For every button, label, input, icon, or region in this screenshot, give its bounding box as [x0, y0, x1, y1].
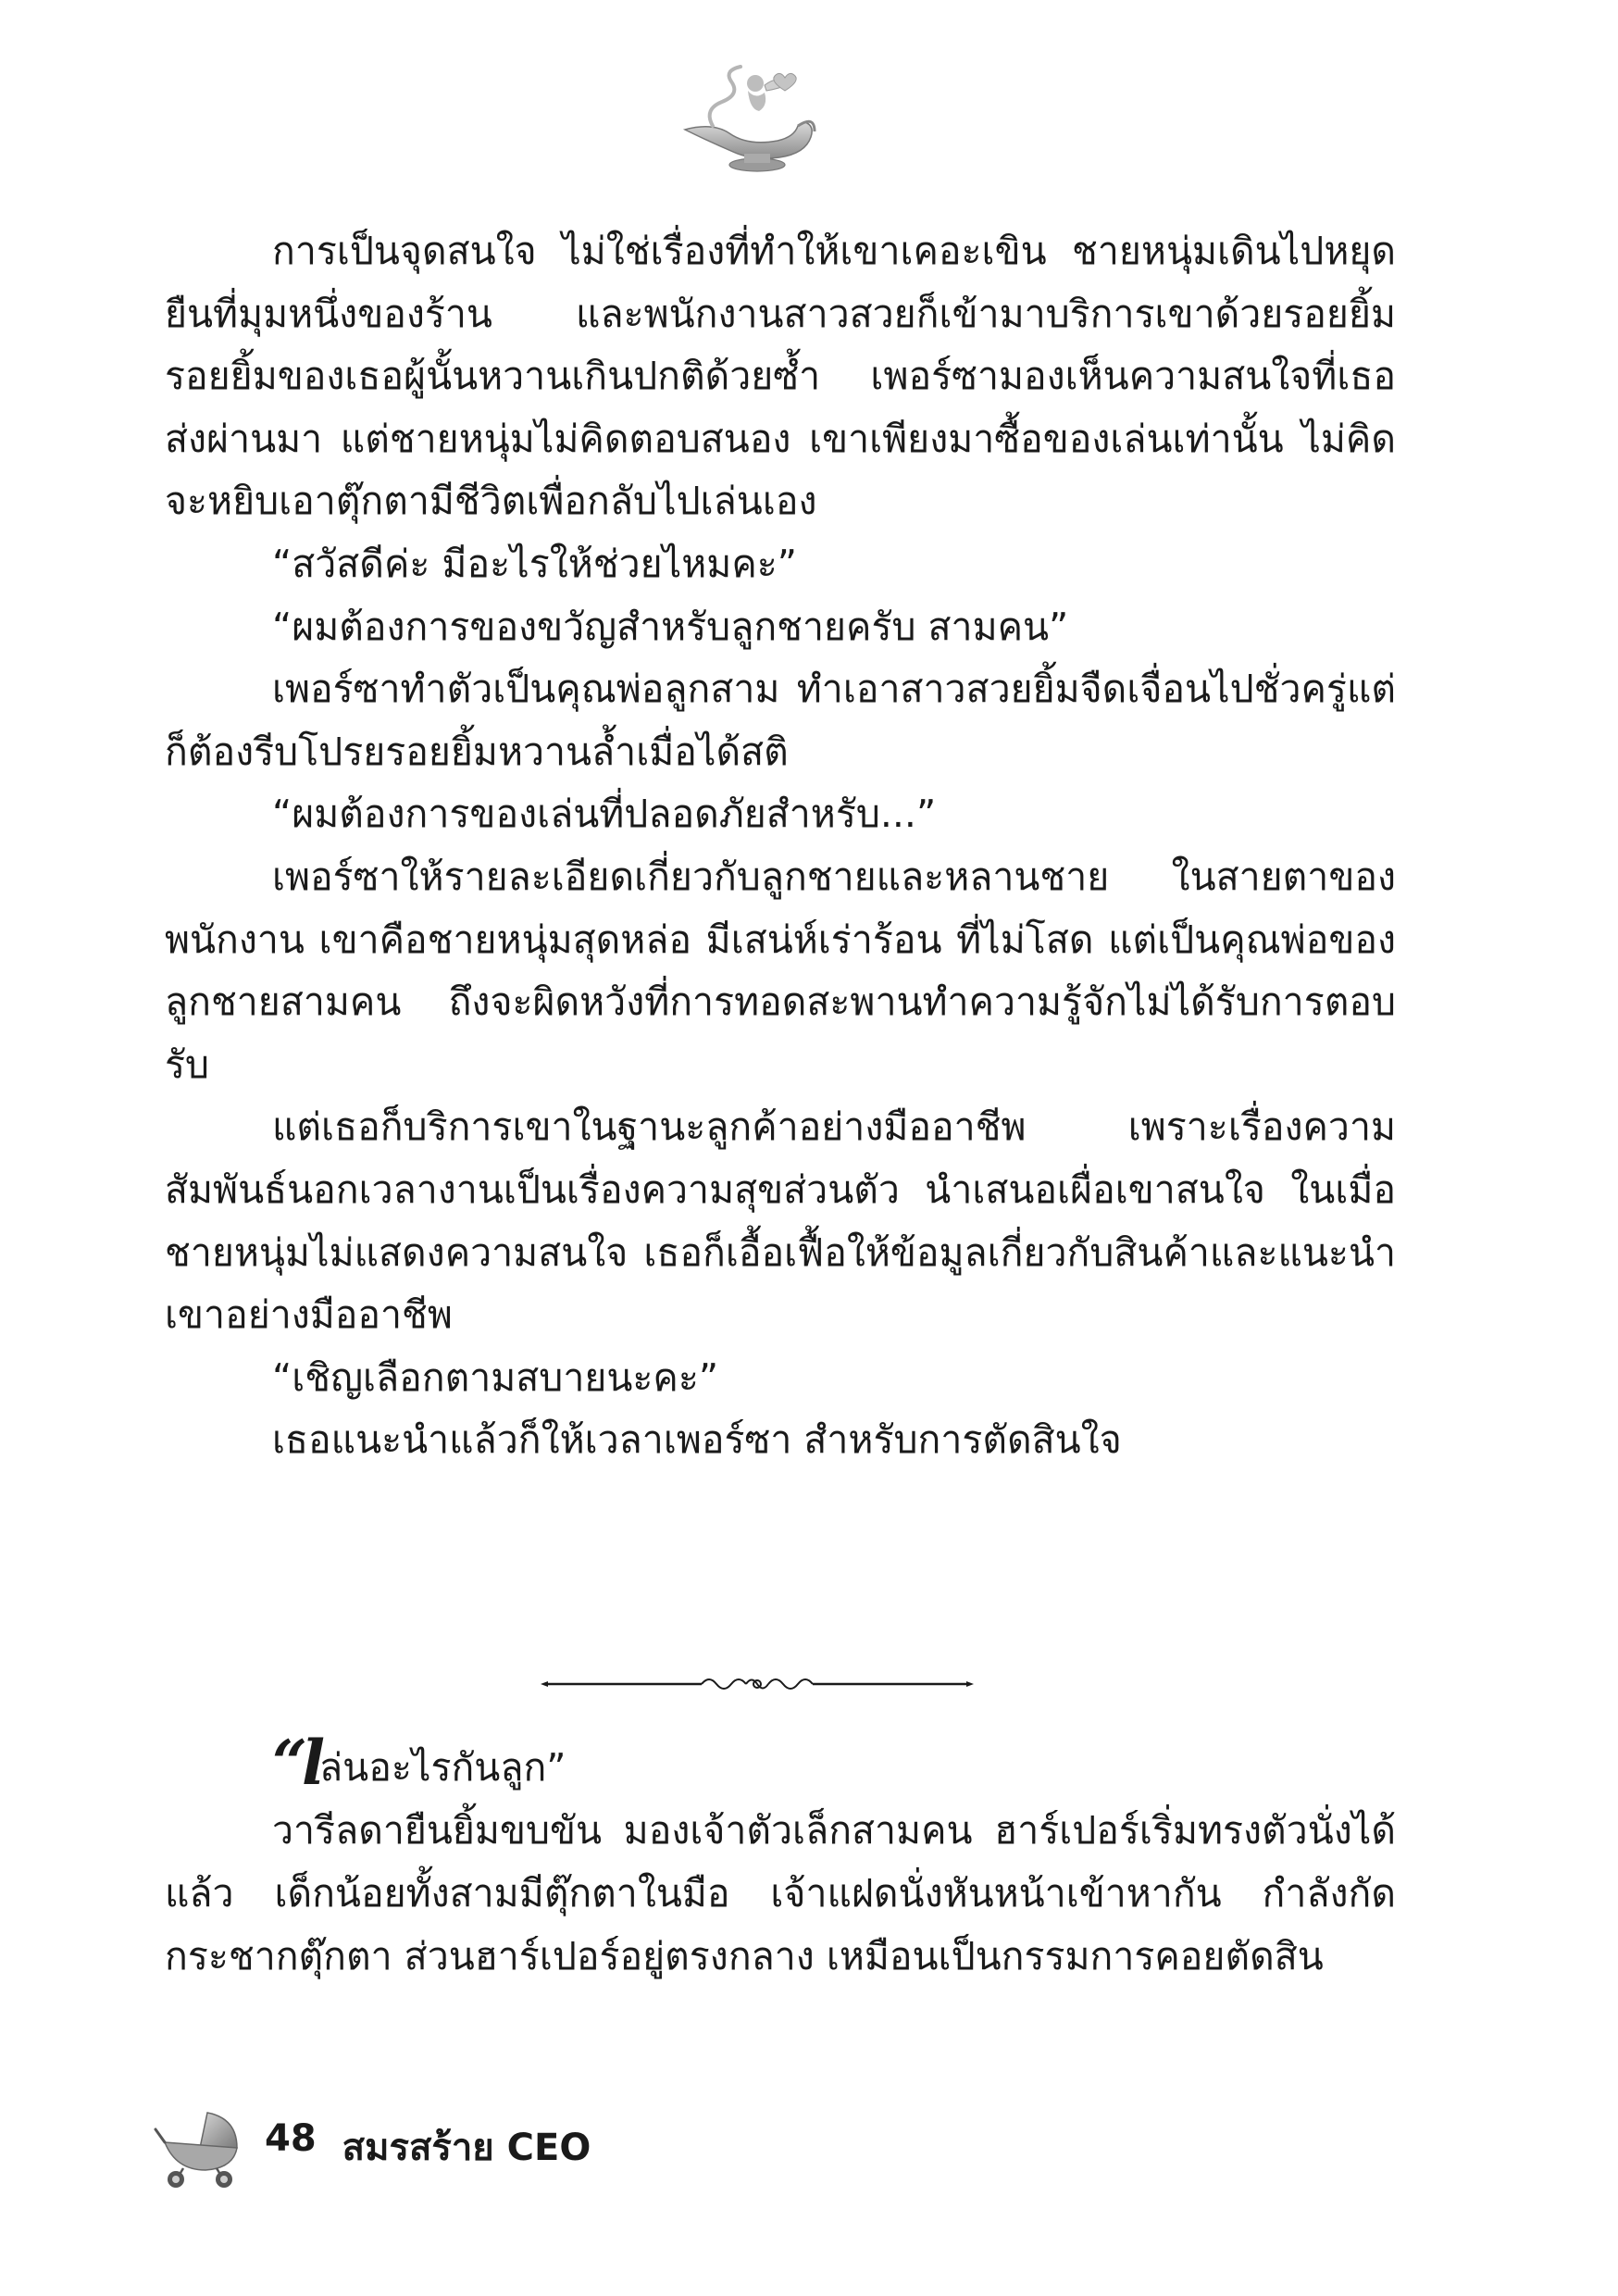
dialogue-invite: “เชิญเลือกตามสบายนะคะ”: [272, 1354, 719, 1400]
paragraph-1: การเป็นจุดสนใจ ไม่ใช่เรื่องที่ทำให้เขาเคอะเขิน ชายหนุ่มเดินไปหยุดยืนที่มุมหนึ่งของร้าน และพนักงานสาวสวยก็เข้ามาบริการเขาด้วยรอยยิ้ม รอยยิ้มของเธอผู้นั้นหวานเกินปกติด้วยซ้ำ เพอร์ซามองเห็นความสนใจที่เธอส่งผ่านมา แต่ชายหนุ่มไม่คิดตอบสนอง เขาเพียงมาซื้อของเล่นเท่านั้น ไม่คิดจะหยิบเอาตุ๊กตามีชีวิตเพื่อกลับไปเล่นเอง: [165, 229, 1396, 524]
paragraph-2: เพอร์ซาทำตัวเป็นคุณพ่อลูกสาม ทำเอาสาวสวยยิ้มจืดเจื่อนไปชั่วครู่แต่ก็ต้องรีบโปรยรอยยิ้มหวานล้ำเมื่อได้สติ: [165, 667, 1396, 774]
paragraph-3: เพอร์ซาให้รายละเอียดเกี่ยวกับลูกชายและหลานชาย ในสายตาของพนักงาน เขาคือชายหนุ่มสุดหล่อ มีเสน่ห์เร่าร้อน ที่ไม่โสด แต่เป็นคุณพ่อของลูกชายสามคน ถึงจะผิดหวังที่การทอดสะพานทำความรู้จักไม่ได้รับการตอบรับ: [165, 854, 1396, 1087]
book-title: สมรสร้าย CEO: [342, 2127, 591, 2169]
genie-lamp-icon: [676, 57, 824, 178]
page-number: 48: [265, 2117, 317, 2160]
dialogue-safety: “ผมต้องการของเล่นที่ปลอดภัยสำหรับ...”: [272, 792, 937, 837]
section-two: [165, 1727, 1396, 1988]
dialogue-request: “ผมต้องการของขวัญสำหรับลูกชายครับ สามคน”: [272, 604, 1069, 649]
opening-line-text: ล่นอะไรกันลูก”: [319, 1745, 566, 1790]
chapter-body: [165, 220, 1396, 1472]
paragraph-6: วารีลดายืนยิ้มขบขัน มองเจ้าตัวเล็กสามคน ฮาร์เปอร์เริ่มทรงตัวนั่งได้แล้ว เด็กน้อยทั้งสามมีตุ๊กตาในมือ เจ้าแฝดนั่งหันหน้าเข้าหากัน กำลังกัดกระชากตุ๊กตา ส่วนฮาร์เปอร์อยู่ตรงกลาง เหมือนเป็นกรรมการคอยตัดสิน: [165, 1808, 1396, 1978]
opening-quote-mark: “l: [272, 1727, 320, 1799]
dialogue-greeting: “สวัสดีค่ะ มีอะไรให้ช่วยไหมคะ”: [272, 541, 798, 586]
footer-label: [265, 2117, 591, 2177]
paragraph-4: แต่เธอก็บริการเขาในฐานะลูกค้าอย่างมืออาชีพ เพราะเรื่องความสัมพันธ์นอกเวลางานเป็นเรื่องความสุขส่วนตัว นำเสนอเผื่อเขาสนใจ ในเมื่อชายหนุ่มไม่แสดงความสนใจ เธอก็เอื้อเฟื้อให้ข้อมูลเกี่ยวกับสินค้าและแนะนำเขาอย่างมืออาชีพ: [165, 1104, 1396, 1338]
page-footer: [152, 2105, 591, 2189]
scene-divider: [535, 1670, 979, 1698]
paragraph-5: เธอแนะนำแล้วก็ให้เวลาเพอร์ซา สำหรับการตัดสินใจ: [272, 1417, 1122, 1463]
baby-stroller-icon: [152, 2105, 244, 2189]
section-opening-line: [165, 1727, 1396, 1799]
